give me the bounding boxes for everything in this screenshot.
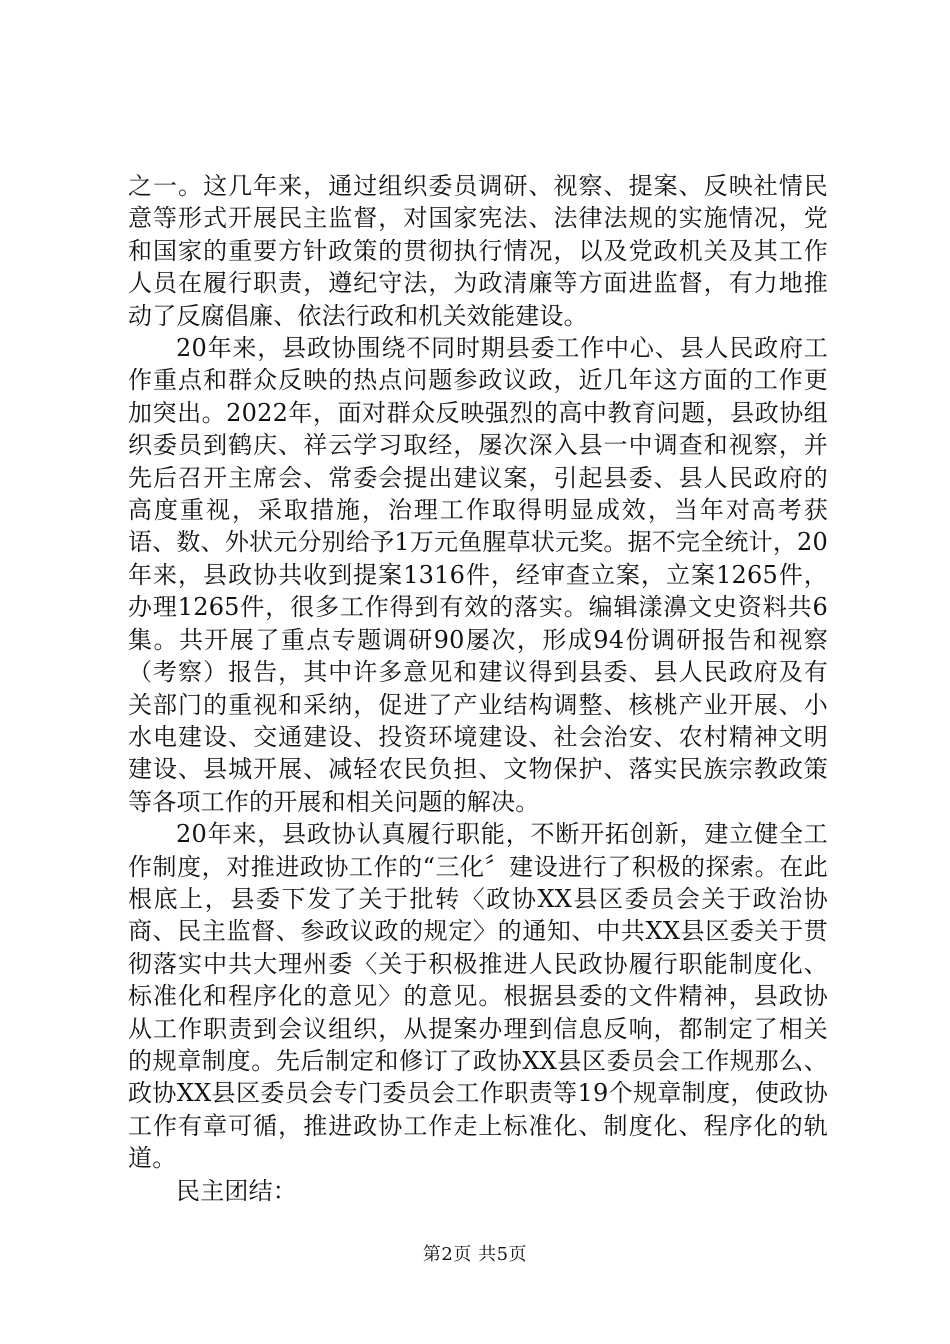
paragraph-institutions: 20年来，县政协认真履行职能，不断开拓创新，建立健全工作制度，对推进政协工作的“三化〞建设进行了积极的探索。在此根底上，县委下发了关于批转〈政协XX县区委员会关于政治协商、民主监督、参政议政的规定〉的通知、中共XX县区委关于贯彻落实中共大理州委〈关于积极推进人民政协履行职能制度化、标准化和程序化的意见〉的意见。根据县委的文件精神，县政协从工作职责到会议组织，从提案办理到信息反响，都制定了相关的规章制度。先后制定和修订了政协XX县区委员会工作规那么、政协XX县区委员会专门委员会工作职责等19个规章制度，使政协工作有章可循，推进政协工作走上标准化、制度化、程序化的轨道。 <box>128 820 828 1173</box>
paragraph-supervision: 之一。这几年来，通过组织委员调研、视察、提案、反映社情民意等形式开展民主监督，对国家宪法、法律法规的实施情况，党和国家的重要方针政策的贯彻执行情况，以及党政机关及其工作人员在履行职责，遵纪守法，为政清廉等方面进监督，有力地推动了反腐倡廉、依法行政和机关效能建设。 <box>128 172 828 330</box>
paragraph-participation: 20年来，县政协围绕不同时期县委工作中心、县人民政府工作重点和群众反映的热点问题参政议政，近几年这方面的工作更加突出。2022年，面对群众反映强烈的高中教育问题，县政协组织委员到鹤庆、祥云学习取经，屡次深入县一中调查和视察，并先后召开主席会、常委会提出建议案，引起县委、县人民政府的高度重视，采取措施，治理工作取得明显成效，当年对高考获语、数、外状元分别给予1万元鱼腥草状元奖。据不完全统计，20年来，县政协共收到提案1316件，经审查立案，立案1265件，办理1265件，很多工作得到有效的落实。编辑漾濞文史资料共6集。共开展了重点专题调研90屡次，形成94份调研报告和视察（考察）报告，其中许多意见和建议得到县委、县人民政府及有关部门的重视和采纳，促进了产业结构调整、核桃产业开展、小水电建设、交通建设、投资环境建设、社会治安、农村精神文明建设、县城开展、减轻农民负担、文物保护、落实民族宗教政策等各项工作的开展和相关问题的解决。 <box>128 334 828 816</box>
section-heading-unity: 民主团结： <box>176 1176 297 1205</box>
document-body <box>128 170 828 1207</box>
page-footer: 第2页 共5页 <box>422 1244 528 1265</box>
